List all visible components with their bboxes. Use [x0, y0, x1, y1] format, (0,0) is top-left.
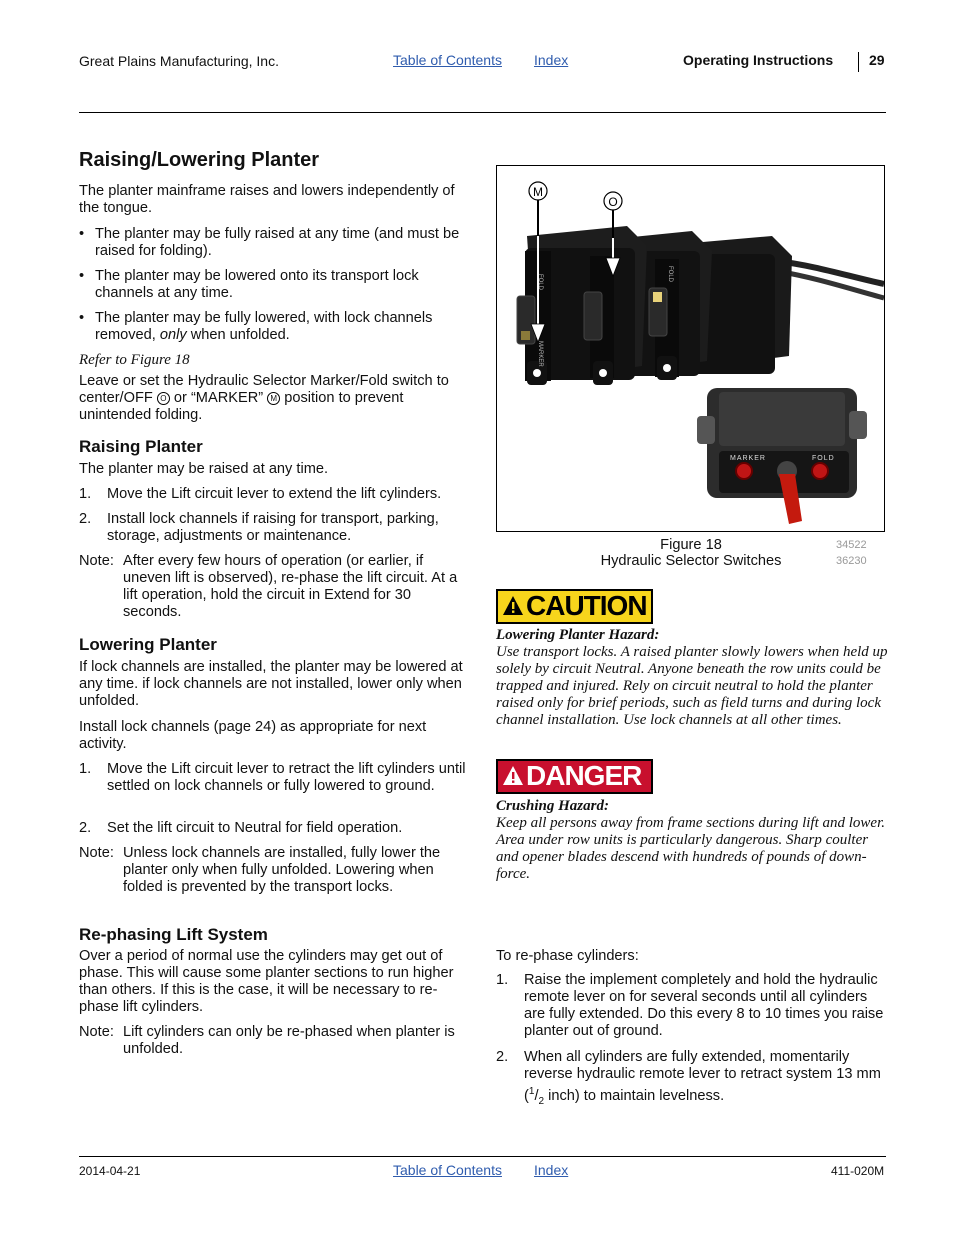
rephase-intro: To re-phase cylinders: — [496, 948, 639, 964]
list-item: 2. Set the lift circuit to Neutral for field operation. — [79, 820, 403, 836]
figure-18 — [496, 165, 885, 532]
danger-sign — [496, 759, 653, 794]
switch-label: FOLD — [537, 274, 543, 291]
lowering-text: If lock channels are installed, the planter may be lowered at any time. if lock channels are not installed, lower only when unfolded. — [79, 659, 463, 709]
figure-reference: Refer to Figure 18 — [79, 352, 190, 368]
figure-caption: Figure 18 Hydraulic Selector Switches — [600, 537, 782, 569]
callout-m: M — [533, 185, 543, 199]
raising-text: The planter may be raised at any time. — [79, 461, 329, 477]
rephase-note: Note: Lift cylinders can only be re-phased when planter is unfolded. — [79, 1024, 455, 1057]
footer-rule — [79, 1156, 886, 1157]
caution-label: CAUTION — [526, 590, 647, 621]
footer-toc-link[interactable]: Table of Contents — [393, 1162, 502, 1178]
doc-number: 411-020M — [831, 1164, 885, 1178]
switch-label: MARKER — [537, 341, 543, 367]
rephase-heading: Re-phasing Lift System — [79, 925, 268, 944]
raising-heading: Raising Planter — [79, 437, 203, 456]
index-link[interactable]: Index — [534, 52, 569, 68]
rephase-text: Over a period of normal use the cylinders may get out of phase. This will cause some planter sections to run higher than others. If this is the case, it will be necessary to re-phase lift cylinders. — [79, 948, 454, 1015]
warning-triangle-icon — [502, 595, 524, 617]
marker-position-symbol: M — [267, 392, 280, 405]
list-item: 1. Raise the implement completely and hold the hydraulic remote lever on for several seconds until all cylinders are fully extended. Do this every 8 to 10 times you raise planter out of ground. — [496, 972, 884, 1039]
caution-title: Lowering Planter Hazard: — [496, 627, 660, 643]
footer-date: 2014-04-21 — [79, 1164, 141, 1178]
header-rule — [79, 112, 886, 113]
selector-instruction: Leave or set the Hydraulic Selector Marker/Fold switch to center/OFF O or “MARKER” M position to prevent unintended folding. — [79, 373, 449, 423]
page-number: 29 — [869, 52, 885, 68]
header-divider — [858, 52, 859, 72]
bullet-item: • The planter may be fully lowered, with lock channels removed, only when unfolded. — [79, 310, 433, 343]
bullet-item: • The planter may be fully raised at any time (and must be raised for folding). — [79, 226, 460, 259]
panel-marker-label: MARKER — [730, 455, 766, 462]
danger-title: Crushing Hazard: — [496, 798, 609, 814]
hydraulic-switches-photo — [497, 166, 884, 531]
lowering-text-2: Install lock channels (page 24) as appropriate for next activity. — [79, 719, 427, 752]
danger-text: Keep all persons away from frame sections during lift and lower. Area under row units is particularly dangerous. Sharp coulter and opener blades descend with hundreds of pounds of down-force. — [496, 815, 886, 882]
intro-text: The planter mainframe raises and lowers independently of the tongue. — [79, 183, 455, 216]
figure-numbers: 34522 36230 — [836, 539, 867, 567]
caution-text: Use transport locks. A raised planter slowly lowers when held up solely by circuit Neutral. Anyone beneath the row units could be trapped and injured. Rely on circuit neutral to hold the planter raised only for brief periods, such as field turns and during lock channel installation. Use lock channels at all other times. — [496, 644, 888, 728]
lowering-note: Note: Unless lock channels are installed, fully lower the planter only when fully unfolded. Lowering when folded is prevented by the transport locks. — [79, 845, 441, 895]
bullet-item: • The planter may be lowered onto its transport lock channels at any time. — [79, 268, 419, 301]
company-name: Great Plains Manufacturing, Inc. — [79, 53, 279, 69]
list-item: 2. When all cylinders are fully extended, momentarily reverse hydraulic remote lever to retract system 13 mm ($^1/_2$ inch) to maintain levelness. — [496, 1049, 881, 1107]
toc-link[interactable]: Table of Contents — [393, 52, 502, 68]
danger-label: DANGER — [526, 760, 642, 791]
lowering-heading: Lowering Planter — [79, 635, 217, 654]
raising-note: Note: After every few hours of operation (or earlier, if uneven lift is observed), re-phase the lift circuit. At a lift operation, hold the circuit in Extend for 30 seconds. — [79, 553, 458, 620]
list-item: 1. Move the Lift circuit lever to extend the lift cylinders. — [79, 486, 442, 502]
list-item: 1. Move the Lift circuit lever to retract the lift cylinders until settled on lock channels or fully lowered to ground. — [79, 761, 466, 794]
panel-fold-label: FOLD — [812, 455, 835, 462]
footer-index-link[interactable]: Index — [534, 1162, 569, 1178]
section-title: Operating Instructions — [683, 52, 834, 68]
callout-o: O — [608, 195, 618, 209]
off-position-symbol: O — [157, 392, 170, 405]
list-item: 2. Install lock channels if raising for transport, parking, storage, adjustments or maintenance. — [79, 511, 439, 544]
warning-triangle-icon — [502, 765, 524, 787]
switch-label: FOLD — [667, 266, 673, 283]
caution-sign — [496, 589, 653, 624]
page-title: Raising/Lowering Planter — [79, 149, 320, 171]
